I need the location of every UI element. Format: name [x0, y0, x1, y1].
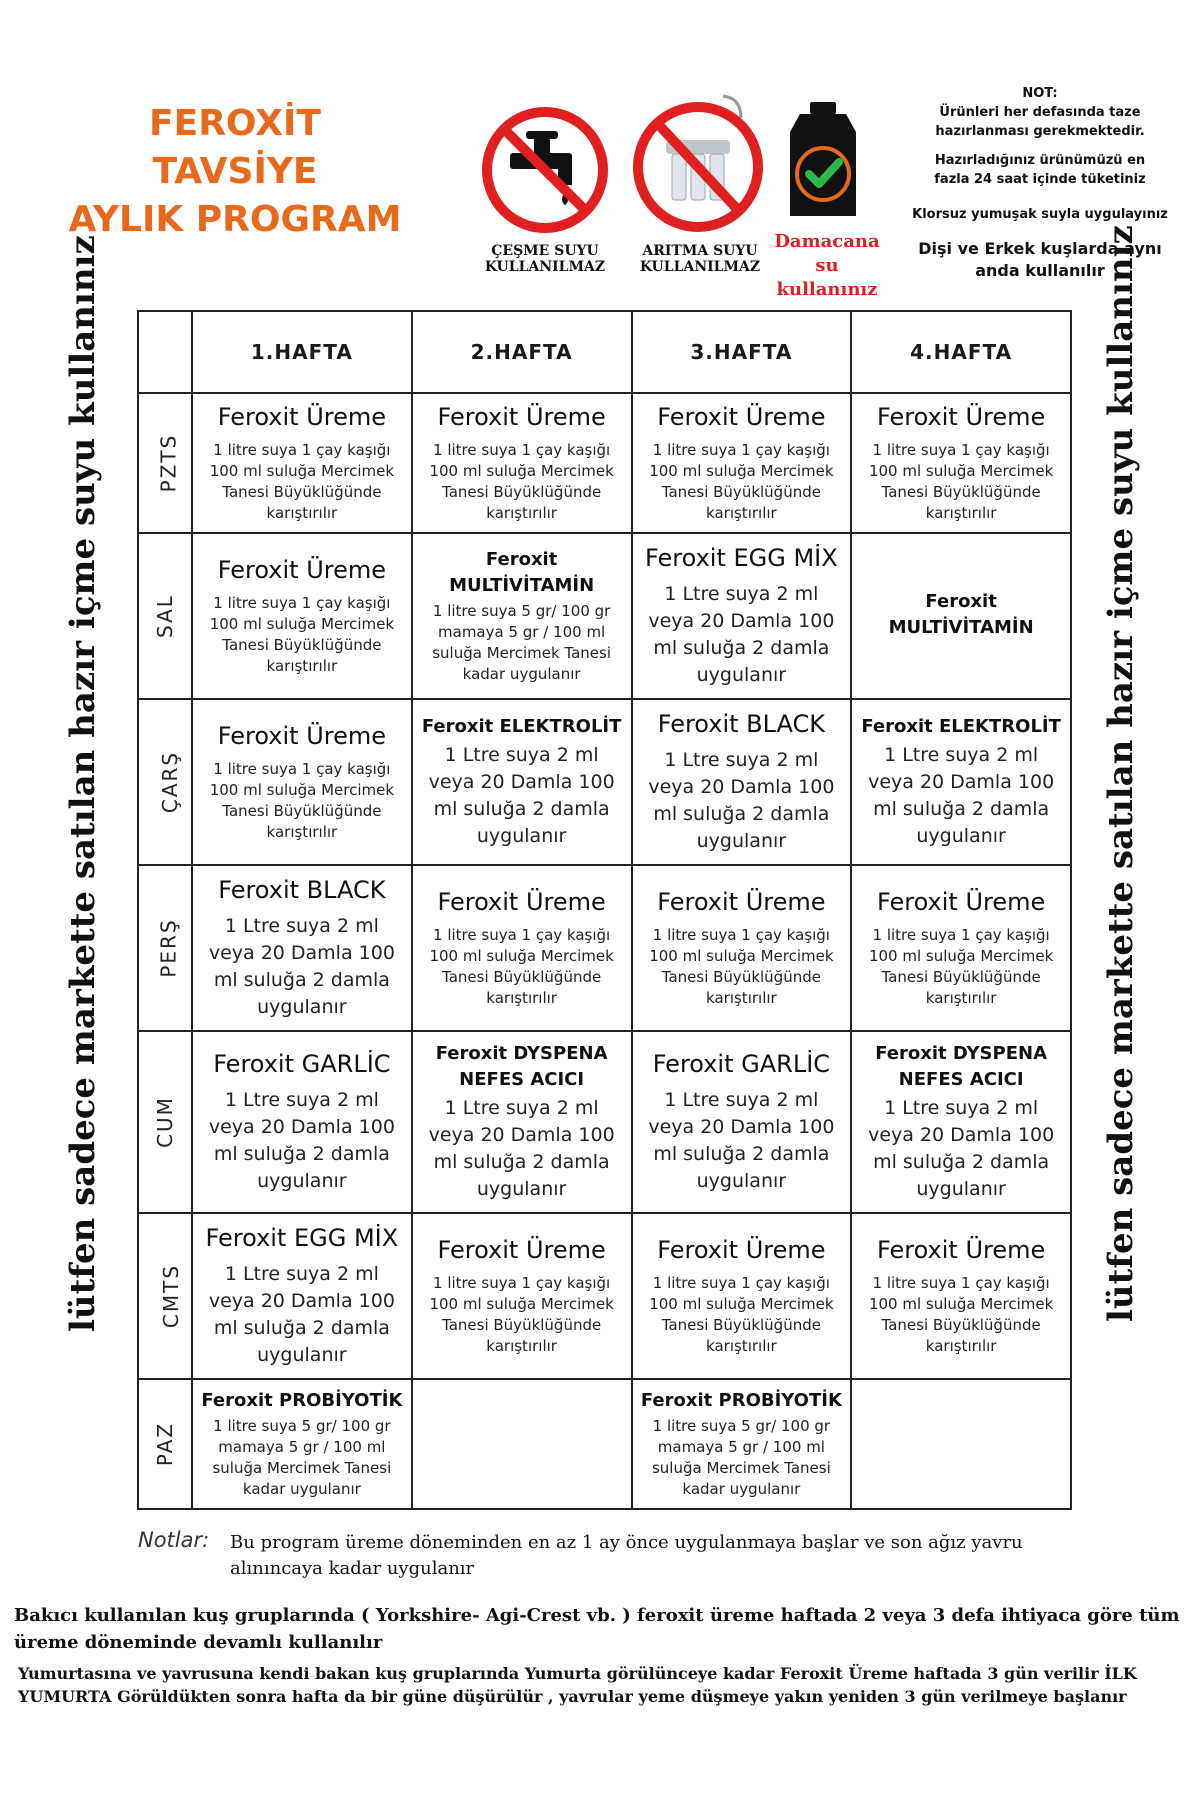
product-name: Feroxit Üreme	[217, 721, 387, 750]
bottle-sign-label: Damacana su kullanınız	[774, 231, 880, 300]
schedule-cell	[851, 865, 1071, 1031]
note-line-4: Dişi ve Erkek kuşlarda aynı anda kullanılır	[918, 239, 1162, 280]
title-line-3: AYLIK PROGRAM	[68, 199, 402, 240]
product-name: Feroxit PROBİYOTİK	[640, 1390, 842, 1412]
note-line-3: Klorsuz yumuşak suyla uygulayınız	[912, 207, 1168, 222]
week-header: 2.HAFTA	[412, 311, 632, 393]
product-name: Feroxit BLACK	[657, 709, 826, 738]
schedule-cell	[851, 1379, 1071, 1509]
day-cell	[138, 865, 192, 1031]
schedule-cell	[412, 1379, 632, 1509]
dosage-text: 1 Ltre suya 2 ml veya 20 Damla 100 ml suluğa 2 damla uygulanır	[648, 1089, 835, 1193]
product-name: Feroxit Üreme	[217, 403, 387, 432]
top-note	[890, 84, 1190, 282]
day-label: SAL	[152, 594, 177, 639]
product-name: Feroxit DYSPENA NEFES ACICI	[435, 1043, 608, 1091]
footer-note-2: Yumurtasına ve yavrusuna kendi bakan kuş gruplarında Yumurta görülünceye kadar Feroxit Üreme haftada 3 gün verilir İLK YUMURTA Görüldükten sonra hafta da bir güne düşürülür , yavrular yeme düşmeye yakın yeniden 3 gün verilmeye başlanır	[18, 1664, 1137, 1706]
product-name: Feroxit Üreme	[876, 1236, 1046, 1265]
schedule-cell	[412, 1031, 632, 1214]
dosage-text: 1 litre suya 1 çay kaşığı 100 ml suluğa Mercimek Tanesi Büyüklüğünde karıştırılır	[868, 1274, 1054, 1356]
schedule-cell	[192, 865, 412, 1031]
day-cell	[138, 1031, 192, 1214]
dosage-text: 1 litre suya 1 çay kaşığı 100 ml suluğa Mercimek Tanesi Büyüklüğünde karıştırılır	[429, 925, 614, 1007]
week-header: 4.HAFTA	[851, 311, 1071, 393]
filter-sign-label: ARITMA SUYU KULLANILMAZ	[639, 243, 761, 275]
product-name: Feroxit Üreme	[657, 1236, 826, 1265]
dosage-text: 1 litre suya 1 çay kaşığı 100 ml suluğa Mercimek Tanesi Büyüklüğünde karıştırılır	[868, 441, 1054, 523]
product-name: Feroxit Üreme	[876, 403, 1046, 432]
title-line-2: TAVSİYE	[152, 151, 318, 192]
dosage-text: 1 Ltre suya 2 ml veya 20 Damla 100 ml suluğa 2 damla uygulanır	[648, 583, 835, 687]
dosage-text: 1 litre suya 1 çay kaşığı 100 ml suluğa Mercimek Tanesi Büyüklüğünde karıştırılır	[649, 925, 834, 1007]
schedule-cell	[632, 1031, 852, 1214]
dosage-text: 1 litre suya 1 çay kaşığı 100 ml suluğa Mercimek Tanesi Büyüklüğünde karıştırılır	[429, 1274, 614, 1356]
schedule-cell	[632, 533, 852, 699]
product-name: Feroxit EGG MİX	[645, 544, 838, 573]
schedule-cell	[412, 865, 632, 1031]
dosage-text: 1 litre suya 5 gr/ 100 gr mamaya 5 gr / 100 ml suluğa Mercimek Tanesi kadar uygulanır	[212, 1417, 392, 1499]
day-label: CMTS	[159, 1264, 184, 1329]
product-name: Feroxit MULTİVİTAMİN	[888, 591, 1034, 639]
dosage-text: 1 Ltre suya 2 ml veya 20 Damla 100 ml suluğa 2 damla uygulanır	[208, 1089, 395, 1193]
footer-note-1: Bakıcı kullanılan kuş gruplarında ( Yorkshire- Agi-Crest vb. ) feroxit üreme haftada 2 veya 3 defa ihtiyaca göre tüm üreme döneminde devamlı kullanılır	[14, 1605, 1180, 1653]
table-row	[138, 1031, 1071, 1214]
day-cell	[138, 1213, 192, 1379]
product-name: Feroxit ELEKTROLİT	[421, 715, 622, 737]
table-row	[138, 1379, 1071, 1509]
day-label: CUM	[152, 1096, 177, 1149]
dosage-text: 1 litre suya 5 gr/ 100 gr mamaya 5 gr / 100 ml suluğa Mercimek Tanesi kadar uygulanır	[432, 602, 612, 684]
schedule-cell	[192, 393, 412, 533]
week-header: 3.HAFTA	[632, 311, 852, 393]
product-name: Feroxit Üreme	[876, 887, 1046, 916]
schedule-cell	[851, 533, 1071, 699]
week-header-row	[138, 311, 1071, 393]
schedule-cell	[632, 1379, 852, 1509]
day-cell	[138, 1379, 192, 1509]
schedule-cell	[851, 1031, 1071, 1214]
schedule-cell	[851, 393, 1071, 533]
day-label: PAZ	[152, 1422, 177, 1467]
schedule-cell	[192, 1031, 412, 1214]
product-name: Feroxit BLACK	[218, 875, 386, 904]
dosage-text: 1 Ltre suya 2 ml veya 20 Damla 100 ml suluğa 2 damla uygulanır	[648, 748, 835, 852]
water-bottle-check-icon	[780, 100, 866, 220]
table-row	[138, 699, 1071, 865]
dosage-text: 1 Ltre suya 2 ml veya 20 Damla 100 ml suluğa 2 damla uygulanır	[208, 1263, 395, 1367]
schedule-cell	[632, 1213, 852, 1379]
dosage-text: 1 litre suya 1 çay kaşığı 100 ml suluğa Mercimek Tanesi Büyüklüğünde karıştırılır	[209, 594, 395, 676]
product-name: Feroxit Üreme	[217, 556, 387, 585]
schedule-cell	[412, 393, 632, 533]
product-name: Feroxit Üreme	[437, 887, 606, 916]
product-name: Feroxit MULTİVİTAMİN	[449, 549, 595, 597]
day-cell	[138, 699, 192, 865]
side-text-right: lütfen sadece markette satılan hazır içme suyu kullanınız	[1101, 225, 1141, 1322]
day-label: PZTS	[156, 433, 181, 493]
notes-text: Bu program üreme döneminden en az 1 ay önce uygulanmaya başlar ve son ağız yavru alınıncaya kadar uygulanır	[230, 1532, 1023, 1579]
dosage-text: 1 litre suya 1 çay kaşığı 100 ml suluğa Mercimek Tanesi Büyüklüğünde karıştırılır	[649, 441, 834, 523]
dosage-text: 1 litre suya 1 çay kaşığı 100 ml suluğa Mercimek Tanesi Büyüklüğünde karıştırılır	[868, 925, 1054, 1007]
product-name: Feroxit Üreme	[657, 403, 826, 432]
dosage-text: 1 Ltre suya 2 ml veya 20 Damla 100 ml suluğa 2 damla uygulanır	[428, 743, 615, 847]
page-title	[55, 100, 415, 244]
day-label: ÇARŞ	[158, 750, 183, 814]
table-row	[138, 1213, 1071, 1379]
dosage-text: 1 Ltre suya 2 ml veya 20 Damla 100 ml suluğa 2 damla uygulanır	[208, 914, 395, 1018]
corner-cell	[138, 311, 192, 393]
note-line-2: Hazırladığınız ürünümüzü en fazla 24 saat içinde tüketiniz	[934, 153, 1146, 187]
dosage-text: 1 litre suya 1 çay kaşığı 100 ml suluğa Mercimek Tanesi Büyüklüğünde karıştırılır	[209, 441, 395, 523]
dosage-text: 1 litre suya 1 çay kaşığı 100 ml suluğa Mercimek Tanesi Büyüklüğünde karıştırılır	[429, 441, 614, 523]
note-line-1: Ürünleri her defasında taze hazırlanması gerekmektedir.	[935, 105, 1145, 139]
day-label: PERŞ	[156, 918, 181, 978]
product-name: Feroxit GARLİC	[213, 1050, 391, 1079]
schedule-cell	[412, 533, 632, 699]
product-name: Feroxit Üreme	[437, 403, 606, 432]
no-tap-water-icon	[480, 105, 610, 235]
product-name: Feroxit GARLİC	[652, 1050, 831, 1079]
schedule-cell	[192, 1213, 412, 1379]
schedule-cell	[632, 699, 852, 865]
day-cell	[138, 533, 192, 699]
schedule-cell	[412, 699, 632, 865]
schedule-cell	[192, 1379, 412, 1509]
week-header: 1.HAFTA	[192, 311, 412, 393]
dosage-text: 1 litre suya 1 çay kaşığı 100 ml suluğa Mercimek Tanesi Büyüklüğünde karıştırılır	[209, 759, 395, 841]
schedule-cell	[192, 533, 412, 699]
title-line-1: FEROXİT	[149, 103, 321, 144]
dosage-text: 1 litre suya 1 çay kaşığı 100 ml suluğa Mercimek Tanesi Büyüklüğünde karıştırılır	[649, 1274, 834, 1356]
product-name: Feroxit ELEKTROLİT	[861, 715, 1061, 737]
tap-sign-label: ÇEŞME SUYU KULLANILMAZ	[484, 243, 606, 275]
side-text-left: lütfen sadece markette satılan hazır içme suyu kullanınız	[63, 235, 103, 1332]
dosage-text: 1 litre suya 5 gr/ 100 gr mamaya 5 gr / 100 ml suluğa Mercimek Tanesi kadar uygulanır	[651, 1417, 831, 1499]
table-row	[138, 533, 1071, 699]
schedule-cell	[851, 699, 1071, 865]
product-name: Feroxit Üreme	[657, 887, 826, 916]
no-filter-water-icon	[628, 92, 768, 232]
dosage-text: 1 Ltre suya 2 ml veya 20 Damla 100 ml suluğa 2 damla uygulanır	[868, 1097, 1055, 1201]
dosage-text: 1 Ltre suya 2 ml veya 20 Damla 100 ml suluğa 2 damla uygulanır	[868, 743, 1055, 847]
schedule-cell	[412, 1213, 632, 1379]
dosage-text: 1 Ltre suya 2 ml veya 20 Damla 100 ml suluğa 2 damla uygulanır	[428, 1097, 615, 1201]
day-cell	[138, 393, 192, 533]
schedule-cell	[851, 1213, 1071, 1379]
table-row	[138, 865, 1071, 1031]
product-name: Feroxit DYSPENA NEFES ACICI	[875, 1043, 1048, 1091]
product-name: Feroxit Üreme	[437, 1236, 606, 1265]
notes-label: Notlar:	[138, 1528, 210, 1552]
product-name: Feroxit EGG MİX	[205, 1224, 399, 1253]
schedule-cell	[632, 865, 852, 1031]
schedule-cell	[192, 699, 412, 865]
schedule-cell	[632, 393, 852, 533]
note-heading: NOT:	[1022, 86, 1058, 101]
product-name: Feroxit PROBİYOTİK	[201, 1390, 403, 1412]
program-table	[137, 310, 1072, 1510]
table-row	[138, 393, 1071, 533]
